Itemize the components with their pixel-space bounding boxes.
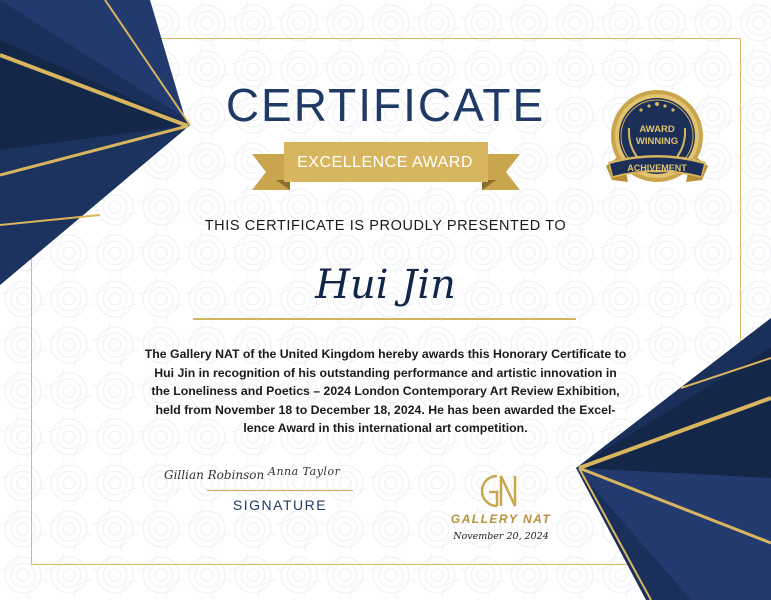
handwritten-signature: Anna Taylor — [268, 465, 341, 478]
seal-banner-text: ACHIVEMENT — [627, 163, 687, 173]
award-date: November 20, 2024 — [453, 531, 549, 542]
description-line: lence Award in this international art competition. — [243, 421, 528, 436]
presented-to-line: THIS CERTIFICATE IS PROUDLY PRESENTED TO — [204, 218, 567, 234]
description-line: Hui Jin in recognition of his outstanding performance and artistic innovation in — [154, 365, 617, 380]
name-underline — [193, 318, 576, 320]
gallery-logo-icon — [475, 470, 525, 512]
description-line: held from November 18 to December 18, 2024. He has been awarded the Excel- — [155, 402, 616, 417]
certificate-title: CERTIFICATE — [225, 79, 546, 131]
top-left-corner-ornament — [0, 0, 200, 290]
recipient-name: Hui Jin — [315, 262, 456, 308]
award-seal-badge — [598, 88, 716, 198]
handwritten-signature: Gillian Robinson — [164, 468, 265, 482]
gallery-name: GALLERY NAT — [450, 512, 552, 526]
description-line: the Loneliness and Poetics – 2024 London Contemporary Art Review Exhibition, — [151, 384, 620, 399]
signature-line — [207, 490, 353, 491]
signature-label: SIGNATURE — [232, 497, 328, 513]
seal-winning-text: WINNING — [635, 136, 679, 147]
description-line: The Gallery NAT of the United Kingdom hereby awards this Honorary Certificate to — [144, 347, 627, 361]
ribbon-label: EXCELLENCE AWARD — [297, 154, 473, 171]
seal-award-text: AWARD — [639, 124, 675, 135]
award-description — [138, 345, 633, 438]
